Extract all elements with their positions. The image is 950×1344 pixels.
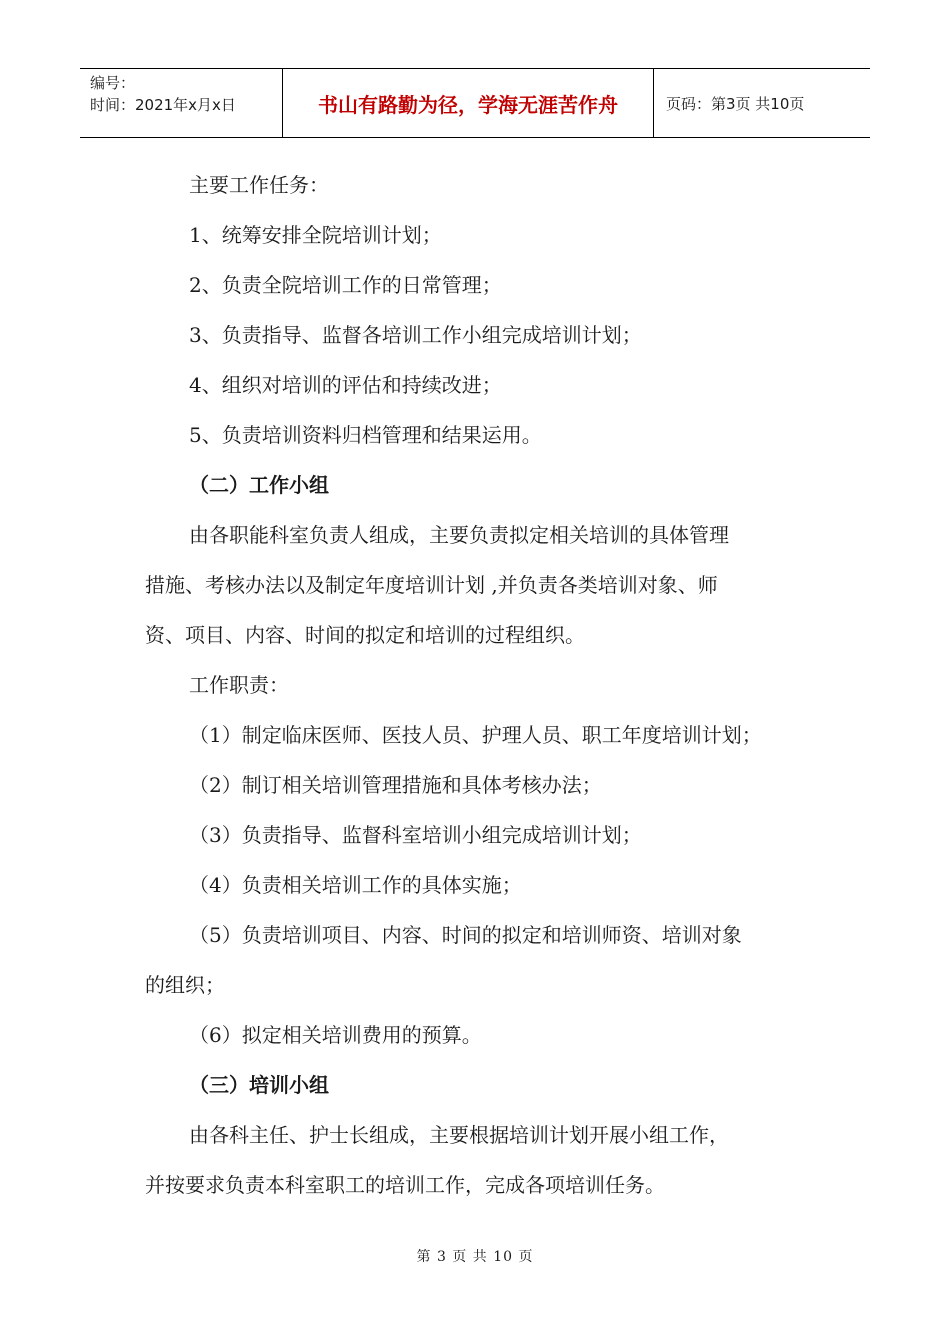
body-line: （1）制定临床医师、医技人员、护理人员、职工年度培训计划； (189, 723, 762, 747)
body-line: 并按要求负责本科室职工的培训工作，完成各项培训任务。 (145, 1173, 665, 1197)
body-line: 资、项目、内容、时间的拟定和培训的过程组织。 (145, 623, 585, 647)
body-line: （6）拟定相关培训费用的预算。 (189, 1023, 482, 1047)
body-line: 主要工作任务： (189, 173, 329, 197)
body-line: 2、负责全院培训工作的日常管理； (189, 273, 502, 297)
header-meta (80, 69, 282, 137)
body-line: 由各职能科室负责人组成，主要负责拟定相关培训的具体管理 (189, 523, 729, 547)
body-line: 1、统筹安排全院培训计划； (189, 223, 442, 247)
header-motto: 书山有路勤为径，学海无涯苦作舟 (282, 69, 654, 137)
body-line: 3、负责指导、监督各培训工作小组完成培训计划； (189, 323, 642, 347)
body-line: （2）制订相关培训管理措施和具体考核办法； (189, 773, 602, 797)
header-page-info: 页码：第3页 共10页 (666, 94, 805, 113)
section-heading: （三）培训小组 (189, 1073, 329, 1097)
body-line: 措施、考核办法以及制定年度培训计划 ,并负责各类培训对象、师 (145, 573, 718, 597)
document-body (145, 160, 817, 1210)
body-line: （4）负责相关培训工作的具体实施； (189, 873, 522, 897)
section-heading: （二）工作小组 (189, 473, 329, 497)
document-date: 时间：2021年x月x日 (90, 96, 236, 114)
body-line: （5）负责培训项目、内容、时间的拟定和培训师资、培训对象 (189, 923, 742, 947)
document-number-label: 编号： (90, 74, 136, 92)
body-line: 4、组织对培训的评估和持续改进； (189, 373, 502, 397)
body-line: 由各科主任、护士长组成，主要根据培训计划开展小组工作， (189, 1123, 729, 1147)
body-line: 工作职责： (189, 673, 289, 697)
body-line: 5、负责培训资料归档管理和结果运用。 (189, 423, 542, 447)
body-line: 的组织； (145, 973, 225, 997)
body-line: （3）负责指导、监督科室培训小组完成培训计划； (189, 823, 642, 847)
page-header (80, 68, 870, 138)
page-footer: 第 3 页 共 10 页 (416, 1249, 534, 1265)
